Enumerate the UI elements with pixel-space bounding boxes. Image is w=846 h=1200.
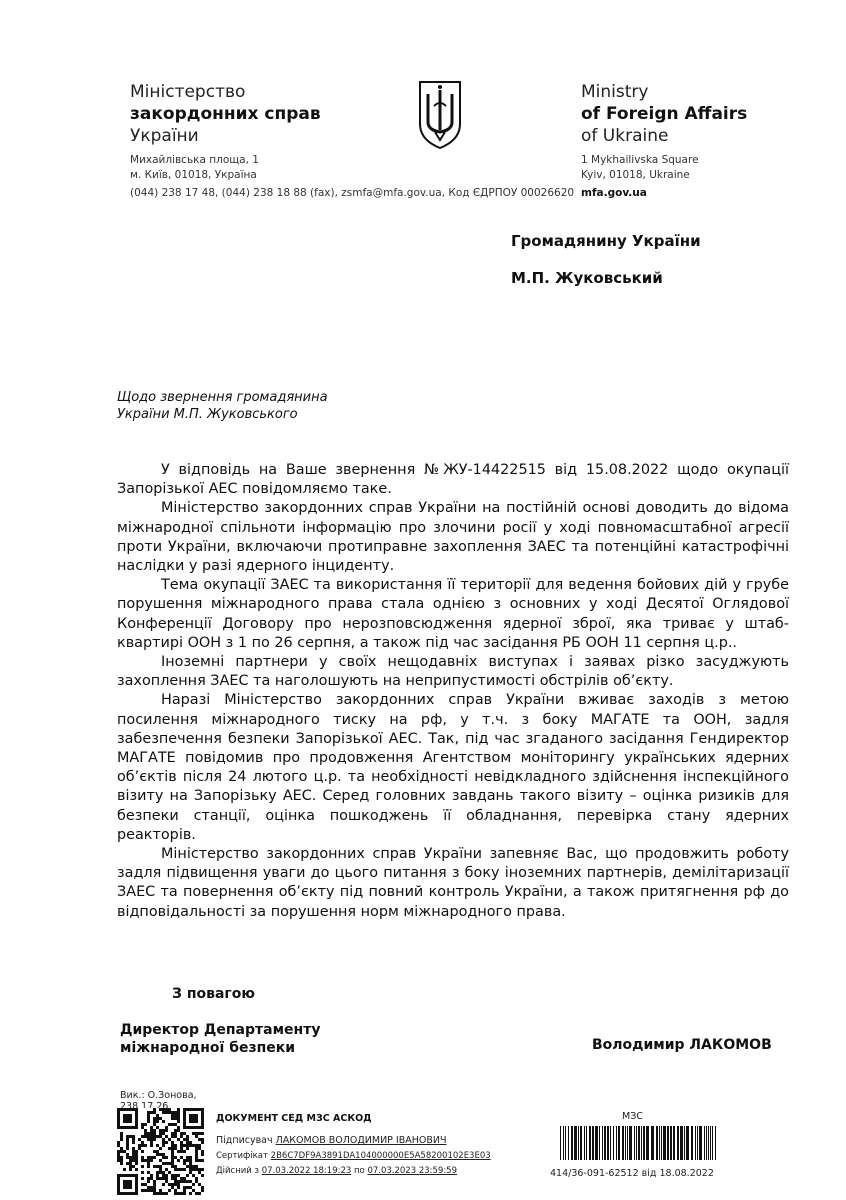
valid-from-label: Дійсний з — [216, 1166, 260, 1176]
valid-to-label: по — [353, 1166, 365, 1176]
ministry-contacts: (044) 238 17 48, (044) 238 18 88 (fax), zsmfa@mfa.gov.ua, Код ЄДРПОУ 00026620 — [130, 187, 575, 199]
ministry-address-ua-line1: Михайлівська площа, 1 — [130, 154, 259, 166]
valid-from: 07.03.2022 18:19:23 — [261, 1166, 352, 1176]
body-paragraph-5: Наразі Міністерство закордонних справ України вживає заходів з метою посилення міжнародного тиску на рф, у т.ч. з боку МАГАТЕ та ООН, задля забезпечення безпеки Запорізької АЕС. Так, під час згаданого засідання Гендиректор МАГАТЕ повідомив про продовження Агентством моніторингу українських ядерних об’єктів після 24 лютого ц.р. та необхідності невідкладного здійснення інспекційного візиту на Запорізьку АЕС. Серед головних завдань такого візиту – оцінка ризиків для безпеки станції, оцінка пошкоджень її обладнання, перевірка стану ядерних реакторів. — [117, 692, 789, 843]
body-paragraph-4: Іноземні партнери у своїх нещодавніх виступах і заявах різко засуджують захоплення ЗАЕС та наголошують на неприпустимості обстрілів об’єкту. — [117, 654, 789, 690]
signer-name: Володимир ЛАКОМОВ — [592, 1037, 772, 1053]
signer-title-line2: міжнародної безпеки — [120, 1040, 296, 1056]
recipient-line1: Громадянину України — [511, 232, 701, 250]
doc-system-title: ДОКУМЕНТ СЕД МЗС АСКОД — [216, 1113, 372, 1124]
barcode — [560, 1126, 718, 1160]
closing-regards: З повагою — [172, 986, 255, 1002]
registration-number: 414/36-091-62512 від 18.08.2022 — [550, 1168, 714, 1179]
ministry-website[interactable]: mfa.gov.ua — [581, 187, 647, 199]
body-paragraph-6: Міністерство закордонних справ України запевняє Вас, що продовжить роботу задля підвищення уваги до цього питання з боку іноземних партнерів, демілітаризації ЗАЕС та повернення об’єкту під повний контроль України, а також притягнення рф до відповідальності за порушення норм міжнародного права. — [117, 846, 789, 920]
body-paragraph-1: У відповідь на Ваше звернення №ЖУ-14422515 від 15.08.2022 щодо окупації Запорізької АЕС повідомляємо таке. — [117, 462, 789, 498]
ministry-name-ua-line1: Міністерство — [130, 82, 246, 102]
cert-value: 2B6C7DF9A3891DA104000000E5A58200102E3E03 — [270, 1151, 491, 1161]
ministry-name-ua-line2: закордонних справ — [130, 104, 321, 124]
validity-info — [216, 1166, 457, 1177]
body-paragraph-3: Тема окупації ЗАЕС та використання її території для ведення бойових дій у грубе порушення міжнародного права стала однією з основних у ході Десятої Оглядової Конференції Договору про нерозповсюдження ядерної зброї, яка триває у штаб-квартирі ООН з 1 по 26 серпня, а також під час засідання РБ ООН 11 серпня ц.р.. — [117, 577, 789, 651]
certificate-info — [216, 1151, 491, 1162]
subject-line2: України М.П. Жуковського — [117, 407, 298, 422]
barcode-label: МЗС — [622, 1111, 643, 1122]
valid-to: 07.03.2023 23:59:59 — [367, 1166, 457, 1176]
coat-of-arms-icon — [415, 78, 465, 150]
subject-line1: Щодо звернення громадянина — [117, 390, 328, 405]
executor-phone: 238 17 26 — [120, 1101, 169, 1108]
body-paragraph-2: Міністерство закордонних справ України на постійній основі доводить до відома міжнародної спільноти інформацію про злочини росії у ході повномасштабної агресії проти України, включаючи протиправне захоплення ЗАЕС та потенційні катастрофічні наслідки у разі ядерного інциденту. — [117, 500, 789, 575]
ministry-name-ua-line3: України — [130, 126, 199, 146]
signer-value: ЛАКОМОВ ВОЛОДИМИР ІВАНОВИЧ — [275, 1135, 447, 1146]
signer-title-line1: Директор Департаменту — [120, 1022, 321, 1038]
letter-body — [117, 461, 789, 922]
recipient-name: М.П. Жуковський — [511, 269, 663, 287]
ministry-address-en-line2: Kyiv, 01018, Ukraine — [581, 169, 690, 181]
ministry-name-en-line1: Ministry — [581, 82, 649, 102]
ministry-address-ua-line2: м. Київ, 01018, Україна — [130, 169, 257, 181]
cert-label: Сертифікат — [216, 1151, 268, 1161]
signer-label: Підписувач — [216, 1135, 273, 1146]
ministry-name-en-line3: of Ukraine — [581, 126, 669, 146]
executor-name: Вик.: О.Зонова, — [120, 1090, 197, 1101]
ministry-address-en-line1: 1 Mykhailivska Square — [581, 154, 699, 166]
qr-code — [117, 1108, 207, 1196]
ministry-name-en-line2: of Foreign Affairs — [581, 104, 748, 124]
signer-info — [216, 1135, 447, 1146]
